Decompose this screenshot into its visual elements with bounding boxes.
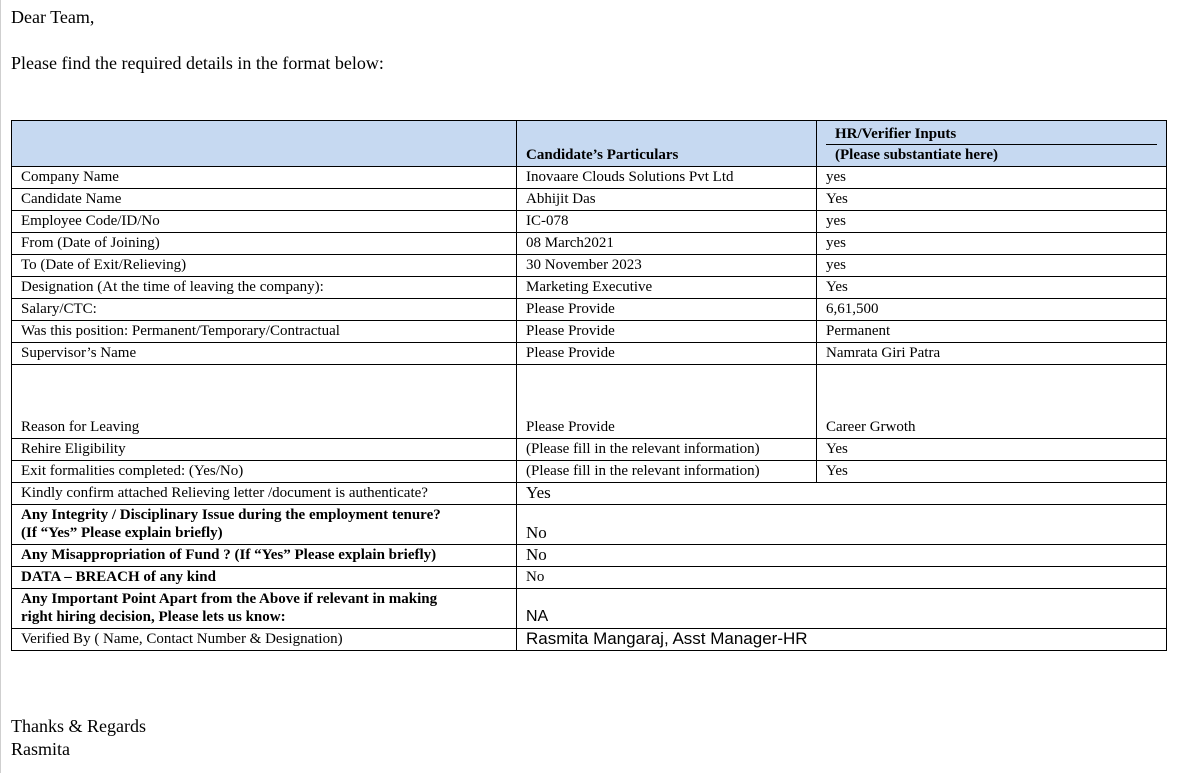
greeting: Dear Team,	[11, 7, 95, 27]
row-value: Yes	[517, 483, 1167, 505]
table-row	[12, 365, 1167, 439]
row-label: Any Misappropriation of Fund ? (If “Yes” Please explain briefly)	[12, 545, 517, 567]
row-candidate-value: Please Provide	[517, 343, 817, 365]
header-hr-inputs	[817, 121, 1167, 167]
row-candidate-value: Abhijit Das	[517, 189, 817, 211]
row-label: Reason for Leaving	[12, 365, 517, 439]
row-label: Designation (At the time of leaving the company):	[12, 277, 517, 299]
table-row	[12, 461, 1167, 483]
row-label: From (Date of Joining)	[12, 233, 517, 255]
integrity-label-line2: (If “Yes” Please explain briefly)	[21, 525, 223, 541]
row-value: No	[517, 545, 1167, 567]
table-row	[12, 167, 1167, 189]
row-candidate-value: 08 March2021	[517, 233, 817, 255]
row-candidate-value: Marketing Executive	[517, 277, 817, 299]
row-candidate-value: Please Provide	[517, 321, 817, 343]
header-empty-cell	[12, 121, 517, 167]
table-row	[12, 211, 1167, 233]
row-hr-value: Yes	[817, 277, 1167, 299]
important-label-line2: right hiring decision, Please lets us know:	[21, 609, 286, 625]
row-hr-value: yes	[817, 211, 1167, 233]
row-label: Verified By ( Name, Contact Number & Designation)	[12, 629, 517, 651]
header-hr-title: HR/Verifier Inputs	[835, 126, 957, 142]
verification-table	[11, 120, 1167, 651]
important-label-line1: Any Important Point Apart from the Above if relevant in making	[21, 591, 438, 607]
table-row-verified-by	[12, 629, 1167, 651]
table-row	[12, 439, 1167, 461]
table-row	[12, 189, 1167, 211]
table-row-confirm-letter	[12, 483, 1167, 505]
row-value: No	[517, 505, 1167, 545]
table-row	[12, 233, 1167, 255]
row-label: Salary/CTC:	[12, 299, 517, 321]
left-edge-line	[0, 0, 1, 773]
row-label: Exit formalities completed: (Yes/No)	[12, 461, 517, 483]
row-label	[12, 589, 517, 629]
row-hr-value: Permanent	[817, 321, 1167, 343]
table-row-misappropriation	[12, 545, 1167, 567]
row-label	[12, 505, 517, 545]
row-hr-value: Yes	[817, 461, 1167, 483]
row-value: No	[517, 567, 1167, 589]
row-candidate-value: 30 November 2023	[517, 255, 817, 277]
row-label: DATA – BREACH of any kind	[12, 567, 517, 589]
table-row	[12, 343, 1167, 365]
header-candidate-particulars: Candidate’s Particulars	[517, 121, 817, 167]
table-row-data-breach	[12, 567, 1167, 589]
row-hr-value: yes	[817, 233, 1167, 255]
row-hr-value: Yes	[817, 439, 1167, 461]
row-candidate-value: IC-078	[517, 211, 817, 233]
row-hr-value: 6,61,500	[817, 299, 1167, 321]
closing-text: Thanks & Regards	[11, 716, 146, 736]
row-hr-value: yes	[817, 167, 1167, 189]
header-hr-subtitle: (Please substantiate here)	[826, 144, 1157, 164]
row-candidate-value: (Please fill in the relevant information)	[517, 439, 817, 461]
table-row-important-point	[12, 589, 1167, 629]
row-label: Company Name	[12, 167, 517, 189]
row-hr-value: Career Grwoth	[817, 365, 1167, 439]
row-label: Rehire Eligibility	[12, 439, 517, 461]
table-row	[12, 321, 1167, 343]
row-candidate-value: Inovaare Clouds Solutions Pvt Ltd	[517, 167, 817, 189]
sender-name: Rasmita	[11, 739, 70, 759]
integrity-label-line1: Any Integrity / Disciplinary Issue during the employment tenure?	[21, 507, 441, 523]
row-value: Rasmita Mangaraj, Asst Manager-HR	[517, 629, 1167, 651]
table-row	[12, 299, 1167, 321]
row-label: To (Date of Exit/Relieving)	[12, 255, 517, 277]
row-label: Was this position: Permanent/Temporary/Contractual	[12, 321, 517, 343]
row-hr-value: yes	[817, 255, 1167, 277]
row-label: Employee Code/ID/No	[12, 211, 517, 233]
row-candidate-value: Please Provide	[517, 365, 817, 439]
row-hr-value: Namrata Giri Patra	[817, 343, 1167, 365]
row-candidate-value: Please Provide	[517, 299, 817, 321]
row-label: Kindly confirm attached Relieving letter /document is authenticate?	[12, 483, 517, 505]
row-candidate-value: (Please fill in the relevant information)	[517, 461, 817, 483]
row-label: Candidate Name	[12, 189, 517, 211]
table-header-row	[12, 121, 1167, 167]
row-value: NA	[517, 589, 1167, 629]
table-row-integrity	[12, 505, 1167, 545]
row-hr-value: Yes	[817, 189, 1167, 211]
table-row	[12, 255, 1167, 277]
row-label: Supervisor’s Name	[12, 343, 517, 365]
intro-text: Please find the required details in the format below:	[11, 53, 384, 73]
table-row	[12, 277, 1167, 299]
